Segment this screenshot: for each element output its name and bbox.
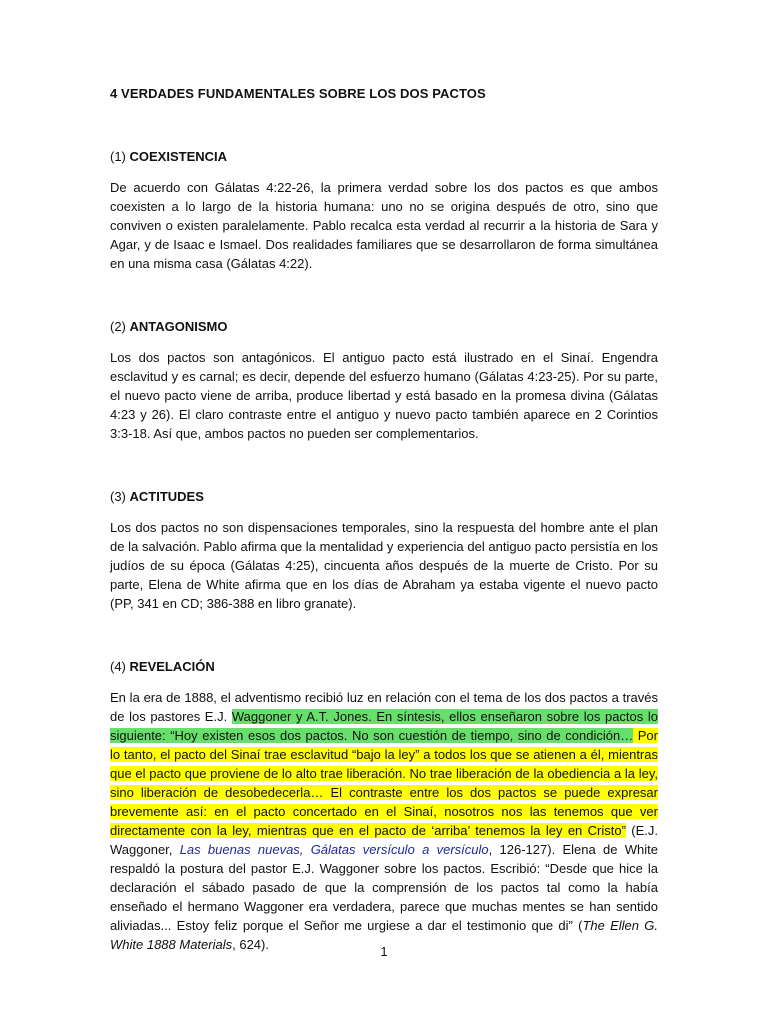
book-title-link[interactable]: Las buenas nuevas, Gálatas versículo a versículo — [179, 842, 489, 857]
green-highlight: Waggoner y A.T. Jones. En síntesis, ellos enseñaron sobre los pactos lo siguiente: “Hoy existen esos dos pactos. No son cuestión de tiempo, sino de condición… — [110, 709, 659, 743]
section-title: ACTITUDES — [129, 489, 204, 504]
source-title: The Ellen G. White 1888 Materials — [110, 918, 658, 952]
section-title: REVELACIÓN — [129, 659, 215, 674]
section-paragraph: De acuerdo con Gálatas 4:22-26, la primera verdad sobre los dos pactos es que ambos coexisten a lo largo de la historia humana: uno no se origina después de otro, sino que conviven o existen paralelamente. Pablo recalca esta verdad al recurrir a la historia de Sara y Agar, y de Isaac e Ismael. Dos realidades familiares que se desarrollaron de forma simultánea en una misma casa (Gálatas 4:22). — [110, 180, 658, 271]
section-heading — [110, 657, 658, 676]
section-heading — [110, 487, 658, 506]
section-revelacion — [110, 657, 658, 954]
page-number: 1 — [380, 944, 388, 959]
paragraph-text: En la era de 1888, el adventismo recibió luz en relación con el tema de los dos pactos a través de los pastores E.J. — [110, 690, 658, 724]
section-coexistencia — [110, 147, 658, 273]
paragraph-text: , 624). — [232, 937, 269, 952]
section-actitudes — [110, 487, 658, 613]
section-paragraph: Los dos pactos son antagónicos. El antiguo pacto está ilustrado en el Sinaí. Engendra esclavitud y es carnal; es decir, depende del esfuerzo humano (Gálatas 4:23-25). Por su parte, el nuevo pacto viene de arriba, produce libertad y está basado en la promesa divina (Gálatas 4:23 y 26). El claro contraste entre el antiguo y nuevo pacto también aparece en 2 Corintios 3:3-18. Así que, ambos pactos no pueden ser complementarios. — [110, 350, 658, 441]
section-number: (4) — [110, 659, 126, 674]
section-heading — [110, 317, 658, 336]
yellow-highlight: Por lo tanto, el pacto del Sinaí trae esclavitud “bajo la ley” a todos los que se atienen a él, mientras que el pacto que proviene de lo alto trae liberación. No trae liberación de la obediencia a la ley, sino liberación de desobedecerla… El contraste entre los dos pactos se puede expresar brevemente así: en el pacto concertado en el Sinaí, nosotros nos las tenemos que ver directamente con la ley, mientras que en el pacto de ‘arriba’ tenemos la ley en Cristo” — [110, 728, 658, 838]
section-paragraph — [110, 688, 658, 954]
document-title: 4 VERDADES FUNDAMENTALES SOBRE LOS DOS PACTOS — [110, 86, 486, 101]
section-title: COEXISTENCIA — [129, 149, 228, 164]
paragraph-text: , 126-127). Elena de White respaldó la postura del pastor E.J. Waggoner sobre los pactos. Escribió: “Desde que hice la declaración el sábado pasado de que la comprensión de los pactos tal como la había enseñado el hermano Waggoner era verdadera, parece que muchas mentes se han sentido aliviadas... Estoy feliz porque el Señor me urgiese a dar el testimonio que di” ( — [110, 842, 658, 933]
section-number: (3) — [110, 489, 126, 504]
section-heading — [110, 147, 658, 166]
citation-prefix: (E.J. Waggoner, — [110, 823, 658, 857]
section-number: (2) — [110, 319, 126, 334]
section-number: (1) — [110, 149, 126, 164]
section-paragraph: Los dos pactos no son dispensaciones temporales, sino la respuesta del hombre ante el plan de la salvación. Pablo afirma que la mentalidad y experiencia del antiguo pacto persistía en los judíos de su época (Gálatas 4:25), cincuenta años después de la muerte de Cristo. Por su parte, Elena de White afirma que en los días de Abraham ya estaba vigente el nuevo pacto (PP, 341 en CD; 386-388 en libro granate). — [110, 520, 658, 611]
document-body — [110, 84, 658, 954]
section-antagonismo — [110, 317, 658, 443]
section-title: ANTAGONISMO — [129, 319, 228, 334]
